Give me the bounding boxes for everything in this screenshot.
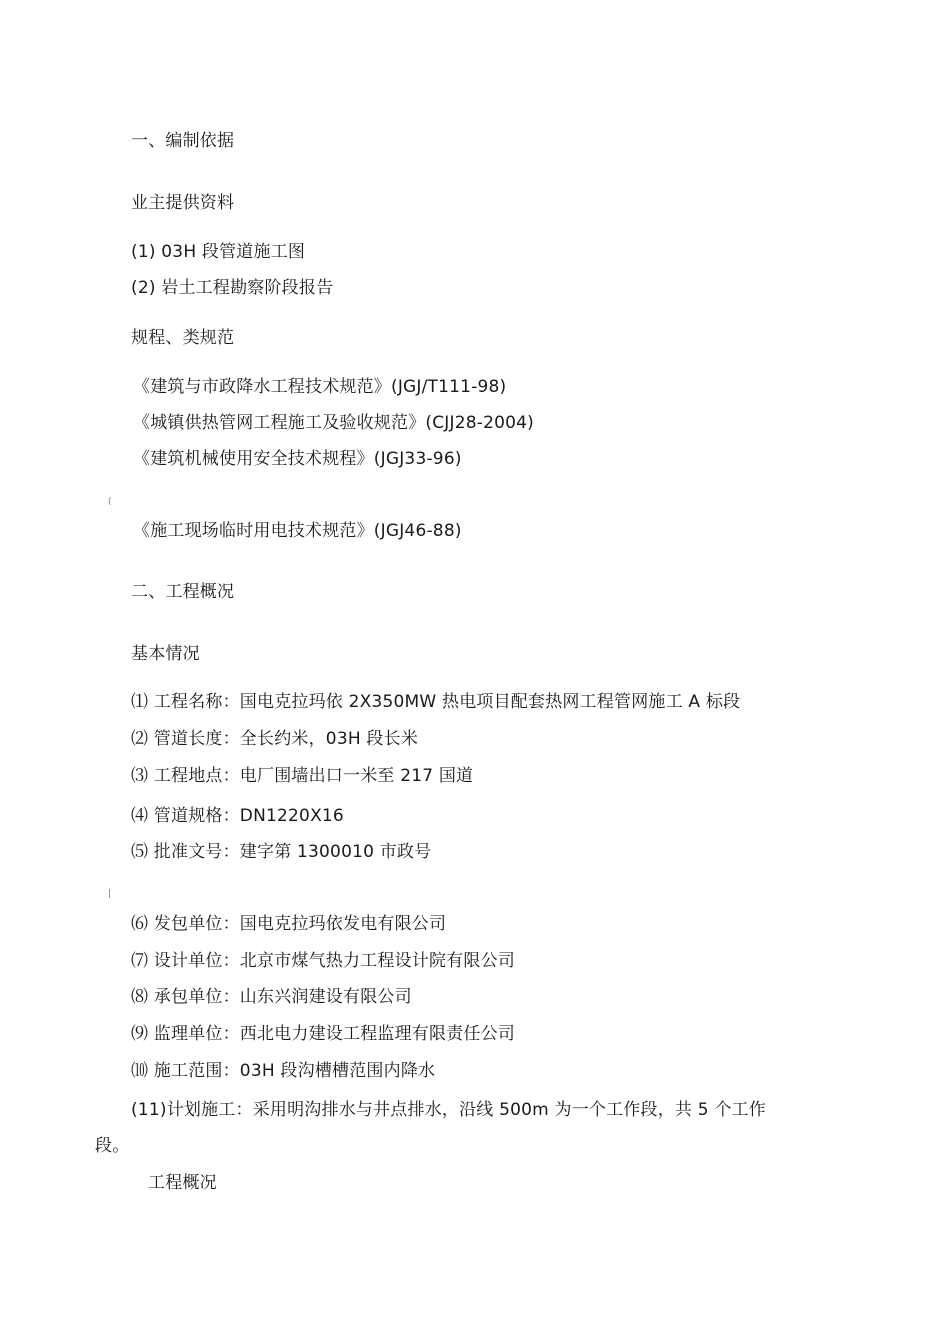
stray-mark: |	[108, 889, 112, 899]
stray-mark: (	[108, 497, 112, 507]
standards-heading: 规程、类规范	[131, 328, 235, 348]
owner-material-item: (2) 岩土工程勘察阶段报告	[131, 278, 334, 298]
basic-info-item: ⑹ 发包单位：国电克拉玛依发电有限公司	[131, 914, 447, 934]
basic-info-item: ⑼ 监理单位：西北电力建设工程监理有限责任公司	[131, 1024, 516, 1044]
owner-material-item: (1) 03H 段管道施工图	[131, 242, 306, 262]
plan-line-continuation: 段。	[95, 1136, 130, 1156]
standard-item: 《城镇供热管网工程施工及验收规范》(CJJ28-2004)	[133, 413, 534, 433]
basic-info-item: ⑷ 管道规格：DN1220X16	[131, 806, 344, 826]
basic-info-item: ⑸ 批准文号：建字第 1300010 市政号	[131, 842, 432, 862]
plan-line: (11)计划施工：采用明沟排水与井点排水，沿线 500m 为一个工作段，共 5 个工作	[131, 1100, 766, 1120]
owner-materials-heading: 业主提供资料	[131, 193, 235, 213]
basic-info-item: ⑺ 设计单位：北京市煤气热力工程设计院有限公司	[131, 951, 516, 971]
basic-info-heading: 基本情况	[131, 644, 200, 664]
standard-item: 《建筑机械使用安全技术规程》(JGJ33-96)	[133, 449, 462, 469]
basic-info-item: ⑴ 工程名称：国电克拉玛依 2X350MW 热电项目配套热网工程管网施工 A 标段	[131, 692, 741, 712]
basic-info-item: ⑶ 工程地点：电厂围墙出口一米至 217 国道	[131, 766, 474, 786]
standard-item: 《建筑与市政降水工程技术规范》(JGJ/T111-98)	[133, 377, 507, 397]
standard-item: 《施工现场临时用电技术规范》(JGJ46-88)	[133, 521, 462, 541]
basic-info-item: ⑵ 管道长度：全长约米，03H 段长米	[131, 729, 419, 749]
overview-heading: 工程概况	[148, 1173, 217, 1193]
basic-info-item: ⑻ 承包单位：山东兴润建设有限公司	[131, 987, 412, 1007]
section1-heading: 一、编制依据	[131, 131, 235, 151]
basic-info-item: ⑽ 施工范围：03H 段沟槽槽范围内降水	[131, 1061, 436, 1081]
section2-heading: 二、工程概况	[131, 582, 235, 602]
